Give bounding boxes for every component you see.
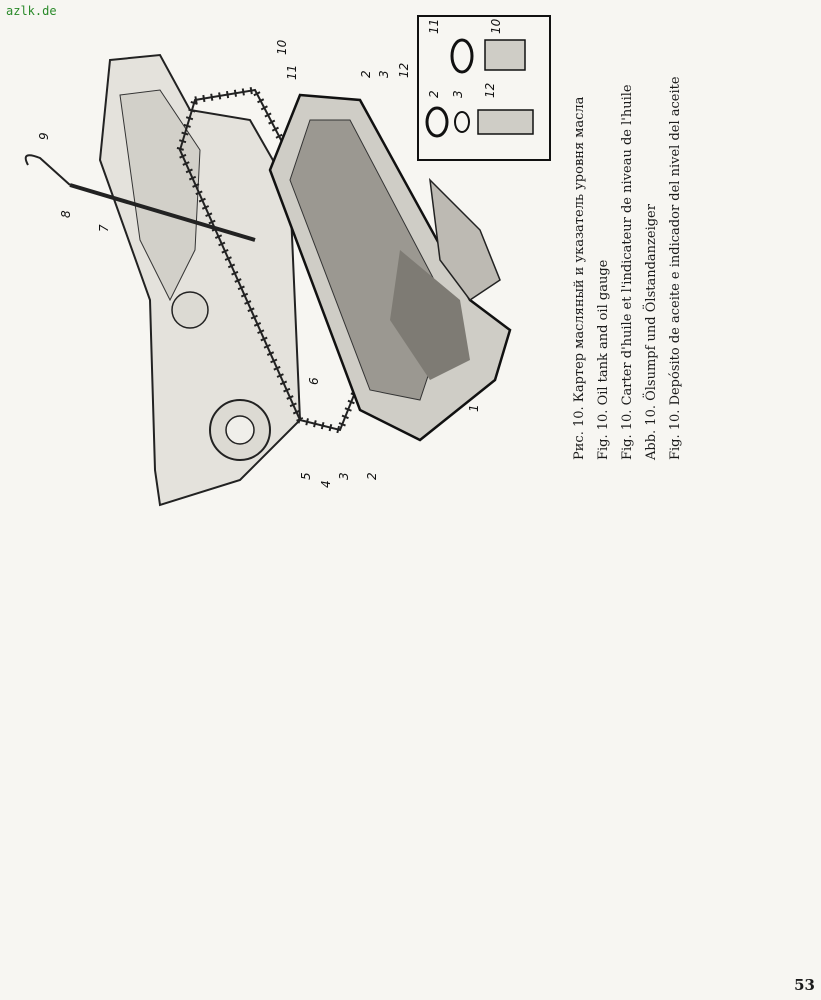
inset-callout-12: 12 xyxy=(483,82,497,98)
caption-russian: Рис. 10. Картер масляный и указатель уровня масла xyxy=(572,96,587,460)
callout-4: 4 xyxy=(319,480,333,488)
callout-2: 2 xyxy=(365,472,379,480)
caption-english: Fig. 10. Oil tank and oil gauge xyxy=(596,259,611,460)
inset-callout-3: 3 xyxy=(451,90,465,98)
callout-10: 10 xyxy=(275,39,289,55)
caption-spanish: Fig. 10. Depósito de aceite e indicador del nivel del aceite xyxy=(668,76,683,460)
inset-callout-2: 2 xyxy=(427,90,441,98)
caption-german: Abb. 10. Ölsumpf und Ölstandanzeiger xyxy=(644,204,659,460)
inset-callout-11: 11 xyxy=(427,18,441,34)
callout-3: 3 xyxy=(337,472,351,480)
callout-2b: 2 xyxy=(359,70,373,78)
callout-5: 5 xyxy=(299,472,313,480)
figure-captions xyxy=(566,60,686,480)
callout-8: 8 xyxy=(59,210,73,218)
callout-6: 6 xyxy=(307,377,321,385)
dipstick-handle xyxy=(26,155,70,185)
page-number: 53 xyxy=(794,976,815,994)
callout-1: 1 xyxy=(467,404,481,412)
caption-french: Fig. 10. Carter d'huile et l'indicateur de niveau de l'huile xyxy=(620,84,635,460)
callout-9: 9 xyxy=(37,132,51,140)
callout-3b: 3 xyxy=(377,70,391,78)
callout-12: 12 xyxy=(397,62,411,78)
callout-7: 7 xyxy=(97,224,111,232)
inset-callout-10: 10 xyxy=(489,18,503,34)
watermark: azlk.de xyxy=(6,4,57,18)
callout-11: 11 xyxy=(285,64,299,80)
